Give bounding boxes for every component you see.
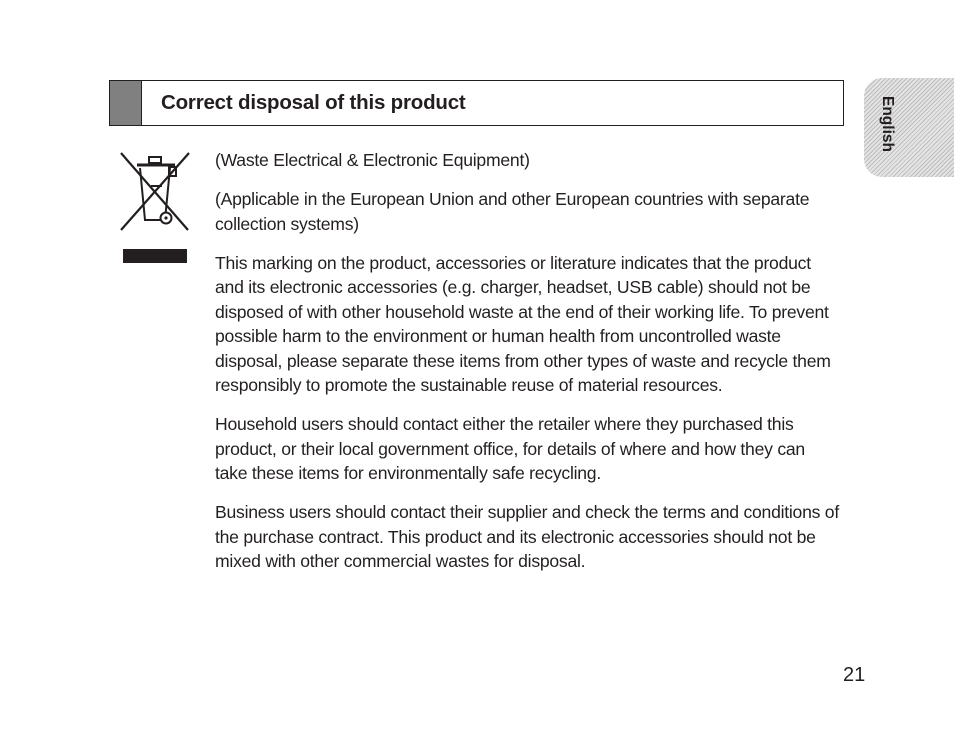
crossed-out-wheeled-bin-icon — [118, 150, 192, 234]
section-header — [109, 80, 844, 126]
paragraph-weee-definition: (Waste Electrical & Electronic Equipment) — [215, 150, 530, 170]
paragraph-marking: This marking on the product, accessories or literature indicates that the product and its electronic accessories (e.g. charger, headset, USB cable) should not be disposed of with other household waste at the end of their working life. To prevent possible harm to the environment or human health from uncontrolled waste disposal, please separate these items from other types of waste and recycle them responsibly to promote the sustainable reuse of material resources. — [215, 252, 831, 395]
paragraph-applicability: (Applicable in the European Union and other European countries with separate collection systems) — [215, 189, 810, 234]
paragraph-business-users: Business users should contact their supplier and check the terms and conditions of the purchase contract. This product and its electronic accessories should not be mixed with other commercial wastes for disposal. — [215, 502, 839, 571]
paragraph-household-users: Household users should contact either the retailer where they purchased this product, or their local government office, for details of where and how they can take these items for environmentally safe recycling. — [215, 414, 805, 483]
page-number: 21 — [843, 664, 866, 686]
header-accent-bar — [110, 81, 142, 125]
weee-underline-bar — [123, 249, 187, 263]
body-text — [215, 148, 840, 588]
section-title: Correct disposal of this product — [161, 91, 466, 114]
language-tab-label: English — [879, 96, 896, 152]
